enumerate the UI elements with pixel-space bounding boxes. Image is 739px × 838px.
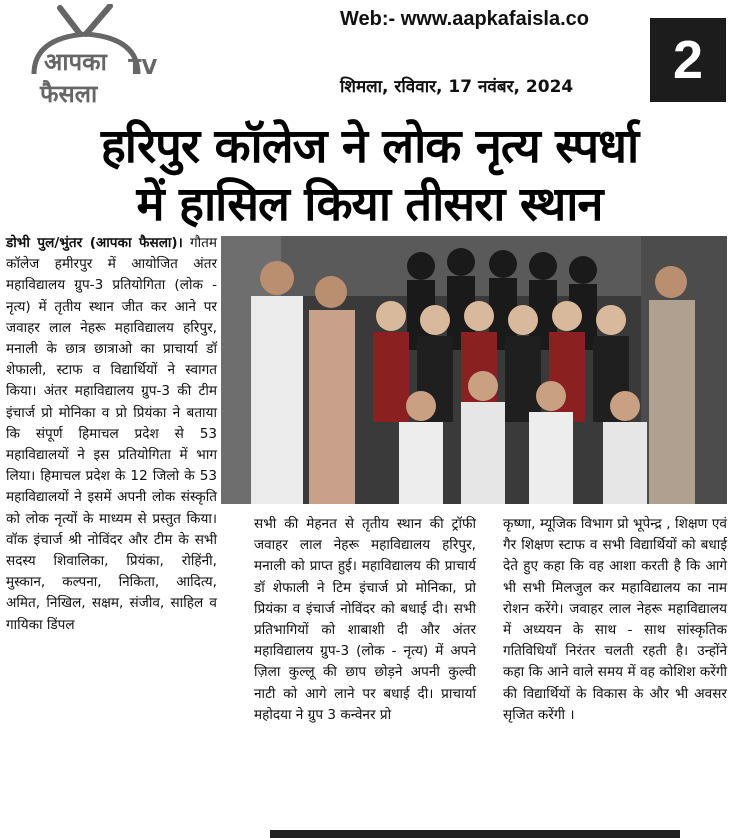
tv-antenna-icon xyxy=(60,6,110,34)
edition-dateline: शिमला, रविवार, 17 नवंबर, 2024 xyxy=(340,77,574,97)
logo-line2: फैसला xyxy=(40,80,98,108)
page-number: 2 xyxy=(650,18,726,102)
logo-tv: TV xyxy=(128,55,158,79)
article-column-3: कृष्णा, म्यूजिक विभाग प्रो भूपेन्द्र , शिक्षण एवं गैर शिक्षण स्टाफ व सभी विद्यार्थियों को बधाई देते हुए कहा कि वह आशा करती है कि आगे भी सभी मिलजुल कर महाविद्यालय का नाम रोशन करेंगे। जवाहर लाल नेहरू महाविद्यालय में अध्ययन के साथ - साथ सांस्कृतिक गतिविधियाँ निरंतर चलती रहती है। उन्होंने कहा कि आने वाले समय में वह कोशिश करेंगी की विद्यार्थियों के विकास के और भी अवसर सृजित करेंगी । xyxy=(503,516,727,723)
article-dateline: डोभी पुल/भुंतर (आपका फैसला)। xyxy=(6,235,183,251)
headline-line2: में हासिल किया तीसरा स्थान xyxy=(136,177,603,232)
article-col1-text: गौतम कॉलेज हमीरपुर में आयोजित अंतर महाविद्यालय ग्रुप-3 प्रतियोगिता (लोक - नृत्य) में तृतीय स्थान जीत कर आने पर जवाहर लाल नेहरू महाविद्यालय हरिपुर, मनाली के छात्र छात्राओ का प्राचार्या डॉ शेफाली, स्टाफ व विद्यार्थियों ने स्वागत किया। अंतर महाविद्यालय ग्रुप-3 की टीम इंचार्ज प्रो मोनिका व प्रो प्रियंका ने बताया कि संपूर्ण हिमाचल प्रदेश से 53 महाविद्यालयों ने इस प्रतियोगिता में भाग लिया। हिमाचल प्रदेश के 12 जिलो के 53 महाविद्यालयों ने इसमें अपनी लोक संस्कृति को लोक नृत्यों के माध्यम से प्रस्तुत किया। वॉक इंचार्ज श्री नोविंदर और टीम के सभी सदस्य शिवालिका, प्रियंका, रोहिंनी, मुस्कान, कल्पना, निकिता, आदित्य, अमित, निखिल, सक्षम, संजीव, साहिल व गायिका डिंपल xyxy=(6,235,217,633)
group-photo xyxy=(221,236,727,504)
headline xyxy=(0,118,739,234)
next-headline-fragment xyxy=(270,826,680,838)
article-column-2: सभी की मेहनत से तृतीय स्थान की ट्रॉफी जवाहर लाल नेहरू महाविद्यालय हरिपुर, मनाली को प्राप्त हुई। महाविद्यालय की प्राचार्य डॉ शेफाली ने टिम इंचार्ज प्रो मोनिका, प्रो प्रियंका व इंचार्ज नोविंदर को बधाई दी। सभी प्रतिभागियों को शाबाशी दी और अंतर महाविद्यालय ग्रुप-3 (लोक - नृत्य) में अपने ज़िला कुल्लू की छाप छोड़ने अपनी कुल्वी नाटी को आगे लाने पर बधाई दी। प्राचार्या महोदया ने ग्रुप 3 कन्वेनर प्रो xyxy=(254,516,476,723)
headline-line1: हरिपुर कॉलेज ने लोक नृत्य स्पर्धा xyxy=(100,119,639,174)
aapka-faisla-tv-logo xyxy=(22,4,172,114)
article-column-1 xyxy=(6,233,217,636)
logo-line1: आपका xyxy=(44,48,107,76)
website-url: Web:- www.aapkafaisla.co xyxy=(340,8,589,30)
